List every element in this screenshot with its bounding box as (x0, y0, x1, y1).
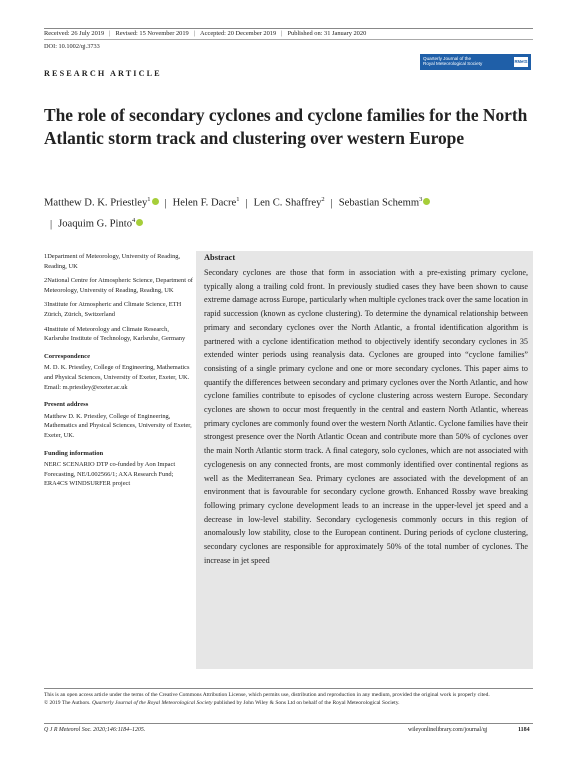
affiliation: 2National Centre for Atmospheric Science, Department of Meteorology, University of Reading, Reading, UK (44, 277, 193, 294)
author-list: Matthew D. K. Priestley$^1$ | Helen F. Dacre$^1$ | Len C. Shaffrey$^2$ | Sebastian Schemm$^3$| Joaquim G. Pinto$^4$ (44, 191, 444, 233)
publisher-logo: RMetS (514, 57, 528, 67)
present-address-heading: Present address (44, 401, 89, 409)
copyright-line (44, 699, 533, 707)
top-rule (44, 28, 533, 29)
footer-rule-bottom (44, 723, 533, 724)
affiliation: 1Department of Meteorology, University of Reading, Reading, UK (44, 253, 181, 270)
author-name: Sebastian Schemm (338, 197, 420, 209)
dates-line: Received: 26 July 2019 | Revised: 15 November 2019 | Accepted: 20 December 2019 | Published on: 31 January 2020 (44, 30, 367, 37)
correspondence-email[interactable]: Email: m.priestley@exeter.ac.uk (44, 383, 128, 391)
citation: Q J R Meteorol Soc. 2020;146:1184–1205. (44, 727, 146, 733)
page-number: 1184 (518, 727, 530, 733)
author-name: Joaquim G. Pinto (58, 218, 132, 230)
author-affil-sup: 1 (147, 196, 151, 203)
article-type: RESEARCH ARTICLE (44, 69, 162, 78)
abstract-text: Secondary cyclones are those that form in association with a pre-existing primary cyclone, typically along a trailing cold front. In previously studied cases they have been shown to cause extreme damage across Europe, particularly when multiple cyclones track over the same location in rapid succession (known as cyclone clustering). To determine the dynamical relationship between primary and secondary cyclones over the North Atlantic, a frontal identification algorithm is partnered with a cyclone identification method to objectively identify secondary cyclones in 35 extended winter periods using reanalysis data. Cyclones are grouped into “cyclone families” consisting of a single primary cyclone and one or more secondary cyclones. This paper aims to quantify the differences between secondary and primary cyclones over the North Atlantic, and how cyclone families contribute to episodes of cyclone clustering across western Europe. Secondary cyclones are shown to occur most frequently in the central and eastern North Atlantic, whereas primary cyclones are commonly found over the western North Atlantic. Cyclone families have their strongest presence over the North Atlantic Ocean and contribute more than 50% of cyclones over the main North Atlantic storm track. A final category, solo cyclones, which are not associated with cyclogenesis on any connected fronts, are most commonly identified over continental regions as well as the Mediterranean Sea. Primary cyclones are associated with the development of an environment that is favourable for secondary cyclone growth. Enhanced Rossby wave breaking following primary cyclone development leads to an increase in the upper-level jet speed and a decrease in low-level stability. Secondary cyclogenesis commonly occurs in this region of anomalously low stability, close to the European continent. During periods of cyclone clustering, secondary cyclones are responsible for approximately 50% of the total number of cyclones. The increase in jet speed (204, 268, 528, 565)
author-name: Len C. Shaffrey (253, 197, 322, 209)
author-name: Matthew D. K. Priestley (44, 197, 148, 209)
correspondence-heading: Correspondence (44, 352, 91, 360)
accepted-date: Accepted: 20 December 2019 (200, 30, 277, 37)
author-affil-sup: 2 (321, 196, 325, 203)
journal-badge[interactable] (420, 54, 531, 70)
present-address-text: Matthew D. K. Priestley, College of Engineering, Mathematics and Physical Sciences, University of Exeter, Exeter, UK. (44, 412, 192, 439)
journal-badge-line2: Royal Meteorological Society (423, 61, 483, 67)
article-title: The role of secondary cyclones and cyclone families for the North Atlantic storm track and clustering over western Europe (44, 105, 528, 148)
license-notice (44, 691, 533, 707)
footer-rule (44, 688, 533, 689)
revised-date: Revised: 15 November 2019 (115, 30, 189, 37)
author-affil-sup: 1 (236, 196, 240, 203)
received-date: Received: 26 July 2019 (44, 30, 105, 37)
copyright-suffix: published by John Wiley & Sons Ltd on behalf of the Royal Meteorological Society. (213, 700, 400, 706)
header-rule (44, 39, 533, 40)
orcid-icon[interactable] (136, 219, 143, 226)
orcid-icon[interactable] (423, 198, 430, 205)
doi[interactable]: DOI: 10.1002/qj.3733 (44, 43, 100, 50)
affiliations-column (44, 252, 194, 489)
correspondence-text: M. D. K. Priestley, College of Engineering, Mathematics and Physical Sciences, University of Exeter, Exeter, UK. (44, 364, 190, 381)
funding-heading: Funding information (44, 449, 104, 457)
affiliation: 4Institute of Meteorology and Climate Research, Karlsruhe Institute of Technology, Karlsruhe, Germany (44, 325, 186, 343)
funding-text: NERC SCENARIO DTP co-funded by Aon Impact Forecasting, NE/L002566/1; AXA Research Fund; ERA4CS WINDSURFER project (44, 461, 176, 488)
journal-badge-line1: Quarterly Journal of the (423, 56, 472, 61)
abstract-heading: Abstract (204, 253, 236, 262)
license-text: This is an open access article under the terms of the Creative Commons Attribution License, which permits use, distribution and reproduction in any medium, provided the original work is properly cited. (44, 692, 490, 698)
copyright-journal: Quarterly Journal of the Royal Meteorological Society (91, 700, 213, 706)
affiliation: 3Institute for Atmospheric and Climate Science, ETH Zürich, Zürich, Switzerland (44, 301, 182, 318)
author-name: Helen F. Dacre (172, 197, 237, 209)
published-date: Published on: 31 January 2020 (287, 30, 367, 37)
journal-url[interactable]: wileyonlinelibrary.com/journal/qj (408, 727, 488, 733)
author-affil-sup: 4 (132, 217, 136, 225)
orcid-icon[interactable] (152, 198, 159, 205)
author-affil-sup: 3 (419, 196, 423, 203)
copyright-prefix: © 2019 The Authors. (44, 700, 91, 706)
